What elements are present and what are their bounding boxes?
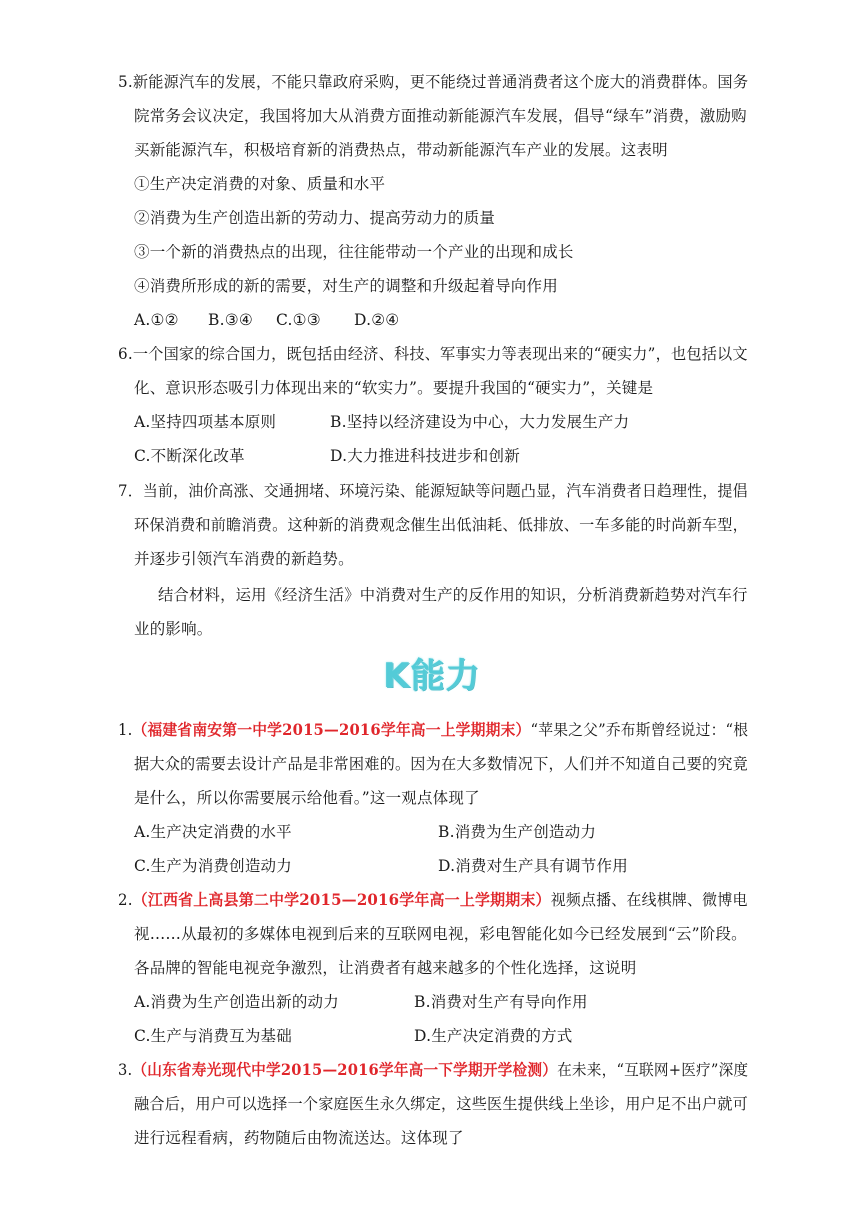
k2-option-b: B.消费对生产有导向作用 [414,993,588,1011]
q5-item-4: ④消费所形成的新的需要，对生产的调整和升级起着导向作用 [134,277,558,295]
k2-line-2: 视……从最初的多媒体电视到后来的互联网电视，彩电智能化如今已经发展到“云”阶段。 [134,925,747,943]
q6-line-1: 6.一个国家的综合国力，既包括由经济、科技、军事实力等表现出来的“硬实力”，也包括以文 [118,345,748,363]
k1-lead: “苹果之父”乔布斯曾经说过：“根 [530,721,749,739]
q5-option-c: C.①③ [276,311,321,329]
k2-option-c: C.生产与消费互为基础 [134,1027,292,1045]
q6-option-c: C.不断深化改革 [134,447,245,465]
k3-line-2: 融合后，用户可以选择一个家庭医生永久绑定，这些医生提供线上坐诊，用户足不出户就可 [134,1095,749,1113]
q5-line-1: 5.新能源汽车的发展，不能只靠政府采购，更不能绕过普通消费者这个庞大的消费群体。国务 [118,73,749,91]
k1-line-2: 据大众的需要去设计产品是非常困难的。因为在大多数情况下，人们并不知道自己要的究竟 [134,755,749,773]
k2-line-3: 各品牌的智能电视竞争激烈，让消费者有越来越多的个性化选择，这说明 [134,959,637,977]
q6-option-d: D.大力推进科技进步和创新 [330,447,520,465]
k2-source: （江西省上高县第二中学2015—2016学年高一上学期期末） [132,890,551,909]
q6-option-b: B.坚持以经济建设为中心，大力发展生产力 [330,413,630,431]
q7-line-4: 结合材料，运用《经济生活》中消费对生产的反作用的知识，分析消费新趋势对汽车行 [158,586,748,604]
k3-line-1 [118,1060,748,1080]
k3-source: （山东省寿光现代中学2015—2016学年高一下学期开学检测） [132,1060,558,1079]
q7-line-1: 7．当前，油价高涨、交通拥堵、环境污染、能源短缺等问题凸显，汽车消费者日趋理性，提倡 [118,482,748,500]
k1-option-b: B.消费为生产创造动力 [438,823,597,841]
k3-line-3: 进行远程看病，药物随后由物流送达。这体现了 [134,1129,464,1147]
q5-item-2: ②消费为生产创造出新的劳动力、提高劳动力的质量 [134,209,496,227]
section-title-banner: K能力 [383,656,481,696]
q7-line-3: 并逐步引领汽车消费的新趋势。 [134,550,354,568]
q5-line-3: 买新能源汽车，积极培育新的消费热点，带动新能源汽车产业的发展。这表明 [134,141,668,159]
q5-item-1: ①生产决定消费的对象、质量和水平 [134,175,386,193]
k1-option-d: D.消费对生产具有调节作用 [438,857,628,875]
k3-number: 3. [118,1061,133,1079]
k1-option-a: A.生产决定消费的水平 [134,823,292,841]
k2-lead: 视频点播、在线棋牌、微博电 [550,891,748,909]
k1-line-3: 是什么，所以你需要展示给他看。”这一观点体现了 [134,789,480,807]
k1-line-1 [118,720,748,740]
q5-item-3: ③一个新的消费热点的出现，往往能带动一个产业的出现和成长 [134,243,574,261]
q7-line-5: 业的影响。 [134,620,213,638]
q5-option-b: B.③④ [208,311,253,329]
k1-option-c: C.生产为消费创造动力 [134,857,292,875]
k2-line-1 [118,890,748,910]
k3-lead: 在未来，“互联网+医疗”深度 [557,1061,749,1079]
k1-number: 1. [118,721,133,739]
k2-option-d: D.生产决定消费的方式 [414,1027,573,1045]
q5-option-a: A.①② [134,311,179,329]
k2-option-a: A.消费为生产创造出新的动力 [134,993,339,1011]
q6-option-a: A.坚持四项基本原则 [134,413,277,431]
q6-line-2: 化、意识形态吸引力体现出来的“软实力”。要提升我国的“硬实力”，关键是 [134,379,654,397]
k2-number: 2. [118,891,133,909]
q5-line-2: 院常务会议决定，我国将加大从消费方面推动新能源汽车发展，倡导“绿车”消费，激励购 [134,107,747,125]
k1-source: （福建省南安第一中学2015—2016学年高一上学期期末） [132,720,531,739]
q7-line-2: 环保消费和前瞻消费。这种新的消费观念催生出低油耗、低排放、一车多能的时尚新车型， [134,516,749,534]
q5-option-d: D.②④ [354,311,400,329]
